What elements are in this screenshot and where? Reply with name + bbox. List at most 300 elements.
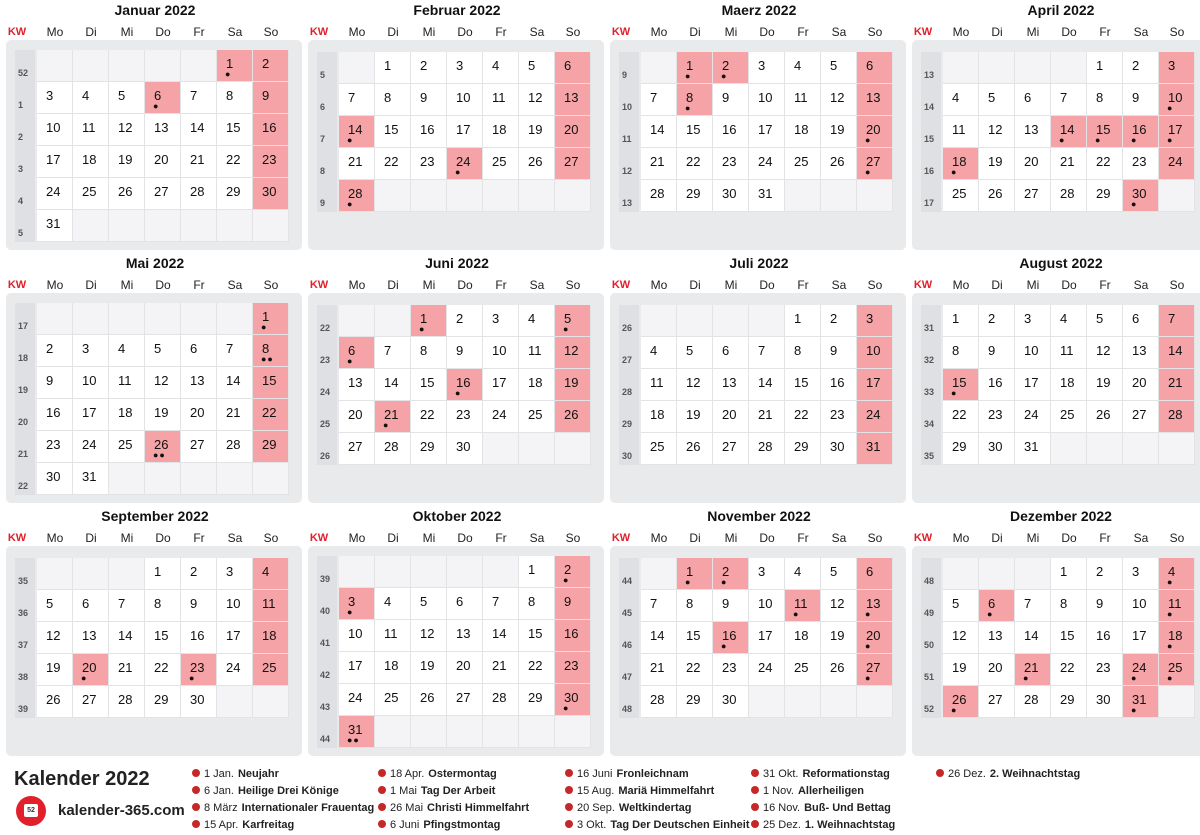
day-cell[interactable] — [1015, 686, 1051, 718]
holiday-day-cell[interactable] — [1159, 590, 1195, 622]
day-cell[interactable] — [1051, 337, 1087, 369]
day-cell[interactable] — [339, 620, 375, 652]
day-cell[interactable] — [821, 369, 857, 401]
day-cell[interactable] — [519, 620, 555, 652]
day-cell[interactable] — [979, 180, 1015, 212]
day-cell[interactable] — [37, 622, 73, 654]
day-cell[interactable] — [713, 84, 749, 116]
sunday-cell[interactable] — [253, 399, 289, 431]
day-cell[interactable] — [447, 337, 483, 369]
day-cell[interactable] — [483, 620, 519, 652]
day-cell[interactable] — [145, 558, 181, 590]
holiday-day-cell[interactable] — [713, 52, 749, 84]
holiday-day-cell[interactable] — [181, 654, 217, 686]
day-cell[interactable] — [217, 178, 253, 210]
holiday-day-cell[interactable] — [857, 622, 893, 654]
holiday-day-cell[interactable] — [1051, 116, 1087, 148]
day-cell[interactable] — [1051, 369, 1087, 401]
day-cell[interactable] — [785, 558, 821, 590]
day-cell[interactable] — [677, 654, 713, 686]
day-cell[interactable] — [145, 654, 181, 686]
day-cell[interactable] — [943, 305, 979, 337]
holiday-day-cell[interactable] — [73, 654, 109, 686]
day-cell[interactable] — [375, 433, 411, 465]
day-cell[interactable] — [785, 401, 821, 433]
day-cell[interactable] — [749, 401, 785, 433]
day-cell[interactable] — [785, 369, 821, 401]
day-cell[interactable] — [375, 52, 411, 84]
day-cell[interactable] — [785, 433, 821, 465]
day-cell[interactable] — [483, 401, 519, 433]
day-cell[interactable] — [979, 84, 1015, 116]
day-cell[interactable] — [821, 148, 857, 180]
sunday-cell[interactable] — [1159, 337, 1195, 369]
day-cell[interactable] — [217, 431, 253, 463]
day-cell[interactable] — [943, 590, 979, 622]
day-cell[interactable] — [979, 433, 1015, 465]
day-cell[interactable] — [979, 654, 1015, 686]
holiday-day-cell[interactable] — [713, 622, 749, 654]
day-cell[interactable] — [73, 335, 109, 367]
day-cell[interactable] — [375, 337, 411, 369]
day-cell[interactable] — [37, 463, 73, 495]
day-cell[interactable] — [785, 52, 821, 84]
day-cell[interactable] — [73, 686, 109, 718]
day-cell[interactable] — [37, 335, 73, 367]
day-cell[interactable] — [519, 556, 555, 588]
day-cell[interactable] — [181, 431, 217, 463]
day-cell[interactable] — [1051, 401, 1087, 433]
day-cell[interactable] — [1015, 148, 1051, 180]
holiday-day-cell[interactable] — [1123, 686, 1159, 718]
day-cell[interactable] — [821, 337, 857, 369]
sunday-cell[interactable] — [1159, 52, 1195, 84]
day-cell[interactable] — [447, 84, 483, 116]
day-cell[interactable] — [979, 116, 1015, 148]
day-cell[interactable] — [677, 433, 713, 465]
sunday-cell[interactable] — [555, 652, 591, 684]
day-cell[interactable] — [1087, 686, 1123, 718]
day-cell[interactable] — [677, 590, 713, 622]
holiday-day-cell[interactable] — [1159, 116, 1195, 148]
day-cell[interactable] — [73, 114, 109, 146]
day-cell[interactable] — [483, 148, 519, 180]
day-cell[interactable] — [1015, 433, 1051, 465]
day-cell[interactable] — [519, 52, 555, 84]
day-cell[interactable] — [1087, 305, 1123, 337]
day-cell[interactable] — [641, 337, 677, 369]
day-cell[interactable] — [109, 622, 145, 654]
holiday-day-cell[interactable] — [857, 148, 893, 180]
day-cell[interactable] — [483, 52, 519, 84]
day-cell[interactable] — [519, 116, 555, 148]
day-cell[interactable] — [339, 84, 375, 116]
day-cell[interactable] — [109, 590, 145, 622]
day-cell[interactable] — [181, 399, 217, 431]
day-cell[interactable] — [785, 116, 821, 148]
day-cell[interactable] — [713, 148, 749, 180]
holiday-day-cell[interactable] — [217, 50, 253, 82]
sunday-cell[interactable] — [857, 369, 893, 401]
day-cell[interactable] — [821, 622, 857, 654]
day-cell[interactable] — [411, 116, 447, 148]
day-cell[interactable] — [217, 82, 253, 114]
day-cell[interactable] — [483, 684, 519, 716]
day-cell[interactable] — [145, 686, 181, 718]
day-cell[interactable] — [1015, 401, 1051, 433]
day-cell[interactable] — [483, 337, 519, 369]
day-cell[interactable] — [943, 180, 979, 212]
day-cell[interactable] — [641, 590, 677, 622]
holiday-day-cell[interactable] — [1159, 558, 1195, 590]
day-cell[interactable] — [447, 620, 483, 652]
day-cell[interactable] — [713, 590, 749, 622]
sunday-cell[interactable] — [253, 558, 289, 590]
holiday-day-cell[interactable] — [1087, 116, 1123, 148]
day-cell[interactable] — [411, 369, 447, 401]
day-cell[interactable] — [37, 431, 73, 463]
day-cell[interactable] — [1051, 180, 1087, 212]
day-cell[interactable] — [109, 686, 145, 718]
day-cell[interactable] — [37, 686, 73, 718]
day-cell[interactable] — [713, 686, 749, 718]
holiday-day-cell[interactable] — [1159, 654, 1195, 686]
day-cell[interactable] — [109, 146, 145, 178]
sunday-cell[interactable] — [253, 431, 289, 463]
sunday-cell[interactable] — [555, 369, 591, 401]
day-cell[interactable] — [37, 210, 73, 242]
day-cell[interactable] — [821, 590, 857, 622]
sunday-cell[interactable] — [555, 116, 591, 148]
day-cell[interactable] — [181, 558, 217, 590]
day-cell[interactable] — [1123, 84, 1159, 116]
logo-text[interactable]: kalender-365.com — [58, 802, 185, 819]
day-cell[interactable] — [447, 305, 483, 337]
holiday-day-cell[interactable] — [857, 590, 893, 622]
day-cell[interactable] — [73, 431, 109, 463]
day-cell[interactable] — [1087, 401, 1123, 433]
day-cell[interactable] — [943, 337, 979, 369]
holiday-day-cell[interactable] — [677, 84, 713, 116]
day-cell[interactable] — [749, 654, 785, 686]
day-cell[interactable] — [1051, 686, 1087, 718]
day-cell[interactable] — [375, 684, 411, 716]
day-cell[interactable] — [37, 654, 73, 686]
day-cell[interactable] — [749, 116, 785, 148]
day-cell[interactable] — [1087, 148, 1123, 180]
holiday-day-cell[interactable] — [555, 305, 591, 337]
day-cell[interactable] — [785, 305, 821, 337]
day-cell[interactable] — [181, 367, 217, 399]
day-cell[interactable] — [519, 337, 555, 369]
day-cell[interactable] — [73, 367, 109, 399]
day-cell[interactable] — [109, 431, 145, 463]
day-cell[interactable] — [181, 686, 217, 718]
day-cell[interactable] — [749, 52, 785, 84]
holiday-day-cell[interactable] — [253, 303, 289, 335]
day-cell[interactable] — [411, 652, 447, 684]
day-cell[interactable] — [821, 305, 857, 337]
day-cell[interactable] — [181, 146, 217, 178]
day-cell[interactable] — [713, 116, 749, 148]
day-cell[interactable] — [1123, 401, 1159, 433]
holiday-day-cell[interactable] — [145, 82, 181, 114]
day-cell[interactable] — [979, 686, 1015, 718]
day-cell[interactable] — [145, 178, 181, 210]
day-cell[interactable] — [1015, 116, 1051, 148]
holiday-day-cell[interactable] — [713, 558, 749, 590]
day-cell[interactable] — [339, 401, 375, 433]
day-cell[interactable] — [181, 178, 217, 210]
day-cell[interactable] — [411, 337, 447, 369]
day-cell[interactable] — [1123, 337, 1159, 369]
day-cell[interactable] — [821, 116, 857, 148]
holiday-day-cell[interactable] — [339, 716, 375, 748]
day-cell[interactable] — [73, 82, 109, 114]
sunday-cell[interactable] — [555, 337, 591, 369]
holiday-day-cell[interactable] — [375, 401, 411, 433]
day-cell[interactable] — [785, 84, 821, 116]
day-cell[interactable] — [979, 337, 1015, 369]
day-cell[interactable] — [713, 180, 749, 212]
day-cell[interactable] — [749, 558, 785, 590]
day-cell[interactable] — [519, 401, 555, 433]
day-cell[interactable] — [109, 82, 145, 114]
day-cell[interactable] — [1087, 558, 1123, 590]
day-cell[interactable] — [641, 369, 677, 401]
holiday-day-cell[interactable] — [1123, 654, 1159, 686]
holiday-day-cell[interactable] — [857, 116, 893, 148]
holiday-day-cell[interactable] — [339, 588, 375, 620]
day-cell[interactable] — [713, 654, 749, 686]
day-cell[interactable] — [713, 433, 749, 465]
day-cell[interactable] — [519, 305, 555, 337]
day-cell[interactable] — [519, 684, 555, 716]
day-cell[interactable] — [109, 178, 145, 210]
day-cell[interactable] — [1015, 337, 1051, 369]
day-cell[interactable] — [713, 337, 749, 369]
holiday-day-cell[interactable] — [677, 52, 713, 84]
day-cell[interactable] — [447, 433, 483, 465]
day-cell[interactable] — [109, 654, 145, 686]
day-cell[interactable] — [483, 305, 519, 337]
day-cell[interactable] — [73, 463, 109, 495]
day-cell[interactable] — [1051, 148, 1087, 180]
sunday-cell[interactable] — [253, 590, 289, 622]
day-cell[interactable] — [375, 148, 411, 180]
day-cell[interactable] — [677, 337, 713, 369]
day-cell[interactable] — [447, 588, 483, 620]
day-cell[interactable] — [749, 369, 785, 401]
day-cell[interactable] — [73, 622, 109, 654]
day-cell[interactable] — [1051, 305, 1087, 337]
day-cell[interactable] — [1123, 305, 1159, 337]
day-cell[interactable] — [749, 180, 785, 212]
day-cell[interactable] — [375, 84, 411, 116]
holiday-day-cell[interactable] — [1123, 116, 1159, 148]
holiday-day-cell[interactable] — [785, 590, 821, 622]
day-cell[interactable] — [217, 146, 253, 178]
day-cell[interactable] — [677, 686, 713, 718]
day-cell[interactable] — [73, 178, 109, 210]
day-cell[interactable] — [37, 399, 73, 431]
day-cell[interactable] — [217, 622, 253, 654]
holiday-day-cell[interactable] — [943, 369, 979, 401]
day-cell[interactable] — [979, 305, 1015, 337]
day-cell[interactable] — [785, 337, 821, 369]
day-cell[interactable] — [943, 654, 979, 686]
day-cell[interactable] — [1123, 558, 1159, 590]
day-cell[interactable] — [411, 620, 447, 652]
sunday-cell[interactable] — [253, 654, 289, 686]
day-cell[interactable] — [785, 654, 821, 686]
day-cell[interactable] — [217, 367, 253, 399]
day-cell[interactable] — [145, 335, 181, 367]
day-cell[interactable] — [641, 116, 677, 148]
day-cell[interactable] — [339, 148, 375, 180]
day-cell[interactable] — [181, 622, 217, 654]
sunday-cell[interactable] — [555, 588, 591, 620]
sunday-cell[interactable] — [857, 337, 893, 369]
day-cell[interactable] — [375, 116, 411, 148]
day-cell[interactable] — [1051, 654, 1087, 686]
sunday-cell[interactable] — [1159, 369, 1195, 401]
day-cell[interactable] — [641, 180, 677, 212]
day-cell[interactable] — [37, 146, 73, 178]
day-cell[interactable] — [411, 148, 447, 180]
day-cell[interactable] — [943, 433, 979, 465]
day-cell[interactable] — [447, 684, 483, 716]
day-cell[interactable] — [73, 399, 109, 431]
day-cell[interactable] — [411, 588, 447, 620]
sunday-cell[interactable] — [857, 305, 893, 337]
holiday-day-cell[interactable] — [1159, 622, 1195, 654]
day-cell[interactable] — [447, 401, 483, 433]
day-cell[interactable] — [641, 148, 677, 180]
sunday-cell[interactable] — [857, 52, 893, 84]
day-cell[interactable] — [1087, 590, 1123, 622]
sunday-cell[interactable] — [1159, 401, 1195, 433]
day-cell[interactable] — [979, 148, 1015, 180]
day-cell[interactable] — [979, 622, 1015, 654]
day-cell[interactable] — [677, 369, 713, 401]
day-cell[interactable] — [1087, 84, 1123, 116]
day-cell[interactable] — [1087, 180, 1123, 212]
day-cell[interactable] — [979, 401, 1015, 433]
day-cell[interactable] — [73, 146, 109, 178]
day-cell[interactable] — [447, 652, 483, 684]
day-cell[interactable] — [109, 367, 145, 399]
day-cell[interactable] — [217, 335, 253, 367]
day-cell[interactable] — [483, 369, 519, 401]
holiday-day-cell[interactable] — [555, 556, 591, 588]
day-cell[interactable] — [145, 367, 181, 399]
holiday-day-cell[interactable] — [943, 686, 979, 718]
day-cell[interactable] — [749, 622, 785, 654]
day-cell[interactable] — [217, 558, 253, 590]
day-cell[interactable] — [519, 588, 555, 620]
day-cell[interactable] — [217, 590, 253, 622]
day-cell[interactable] — [339, 369, 375, 401]
holiday-day-cell[interactable] — [339, 180, 375, 212]
holiday-day-cell[interactable] — [145, 431, 181, 463]
day-cell[interactable] — [411, 84, 447, 116]
holiday-day-cell[interactable] — [1159, 84, 1195, 116]
day-cell[interactable] — [1015, 180, 1051, 212]
day-cell[interactable] — [145, 622, 181, 654]
sunday-cell[interactable] — [253, 50, 289, 82]
day-cell[interactable] — [37, 178, 73, 210]
sunday-cell[interactable] — [253, 178, 289, 210]
day-cell[interactable] — [375, 652, 411, 684]
day-cell[interactable] — [821, 433, 857, 465]
day-cell[interactable] — [375, 369, 411, 401]
day-cell[interactable] — [145, 146, 181, 178]
day-cell[interactable] — [677, 180, 713, 212]
day-cell[interactable] — [217, 399, 253, 431]
day-cell[interactable] — [217, 114, 253, 146]
day-cell[interactable] — [785, 622, 821, 654]
sunday-cell[interactable] — [253, 622, 289, 654]
day-cell[interactable] — [821, 401, 857, 433]
day-cell[interactable] — [447, 52, 483, 84]
day-cell[interactable] — [1123, 369, 1159, 401]
day-cell[interactable] — [339, 684, 375, 716]
day-cell[interactable] — [411, 433, 447, 465]
holiday-day-cell[interactable] — [677, 558, 713, 590]
day-cell[interactable] — [145, 590, 181, 622]
day-cell[interactable] — [181, 590, 217, 622]
day-cell[interactable] — [411, 52, 447, 84]
day-cell[interactable] — [181, 335, 217, 367]
day-cell[interactable] — [145, 399, 181, 431]
day-cell[interactable] — [1051, 590, 1087, 622]
day-cell[interactable] — [73, 590, 109, 622]
holiday-day-cell[interactable] — [1123, 180, 1159, 212]
day-cell[interactable] — [519, 148, 555, 180]
holiday-day-cell[interactable] — [411, 305, 447, 337]
day-cell[interactable] — [1015, 369, 1051, 401]
holiday-day-cell[interactable] — [943, 148, 979, 180]
day-cell[interactable] — [109, 399, 145, 431]
holiday-day-cell[interactable] — [857, 654, 893, 686]
day-cell[interactable] — [37, 82, 73, 114]
holiday-day-cell[interactable] — [339, 337, 375, 369]
day-cell[interactable] — [1123, 52, 1159, 84]
holiday-day-cell[interactable] — [447, 148, 483, 180]
sunday-cell[interactable] — [555, 148, 591, 180]
day-cell[interactable] — [37, 114, 73, 146]
day-cell[interactable] — [943, 116, 979, 148]
sunday-cell[interactable] — [555, 620, 591, 652]
day-cell[interactable] — [749, 337, 785, 369]
day-cell[interactable] — [1123, 622, 1159, 654]
day-cell[interactable] — [483, 652, 519, 684]
day-cell[interactable] — [375, 588, 411, 620]
day-cell[interactable] — [641, 401, 677, 433]
day-cell[interactable] — [519, 369, 555, 401]
day-cell[interactable] — [411, 401, 447, 433]
day-cell[interactable] — [1051, 84, 1087, 116]
sunday-cell[interactable] — [253, 82, 289, 114]
day-cell[interactable] — [1015, 590, 1051, 622]
holiday-day-cell[interactable] — [1015, 654, 1051, 686]
day-cell[interactable] — [519, 84, 555, 116]
day-cell[interactable] — [1123, 590, 1159, 622]
day-cell[interactable] — [217, 654, 253, 686]
day-cell[interactable] — [943, 401, 979, 433]
day-cell[interactable] — [1087, 52, 1123, 84]
